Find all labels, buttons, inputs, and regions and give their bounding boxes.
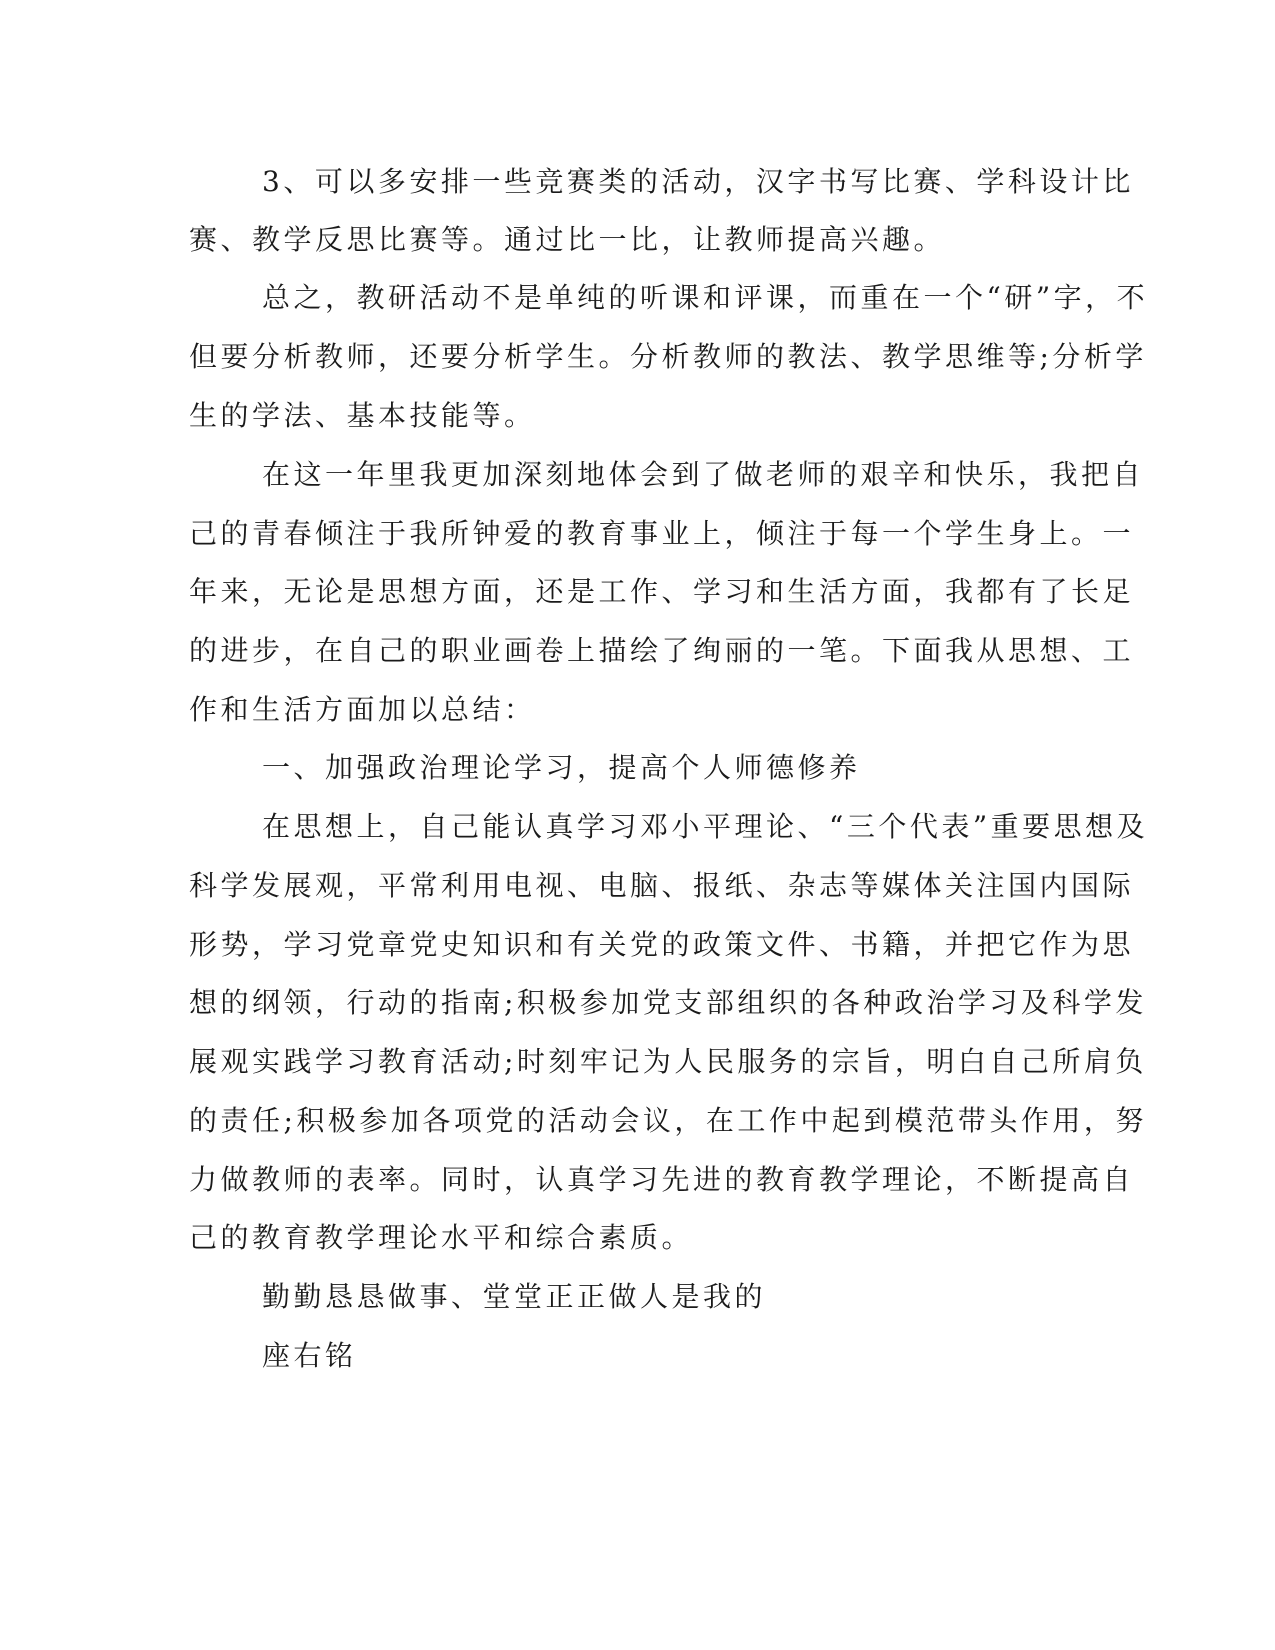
paragraph-line: 但要分析教师，还要分析学生。分析教师的教法、教学思维等;分析学 xyxy=(189,340,1147,373)
paragraph-line: 年来，无论是思想方面，还是工作、学习和生活方面，我都有了长足 xyxy=(189,575,1135,608)
paragraph-line: 3、可以多安排一些竞赛类的活动，汉字书写比赛、学科设计比 xyxy=(262,165,1134,198)
paragraph-line: 科学发展观，平常利用电视、电脑、报纸、杂志等媒体关注国内国际 xyxy=(189,869,1135,902)
section-heading: 一、加强政治理论学习，提高个人师德修养 xyxy=(262,751,861,784)
paragraph-line: 在这一年里我更加深刻地体会到了做老师的艰辛和快乐，我把自 xyxy=(262,458,1145,491)
paragraph-line: 形势，学习党章党史知识和有关党的政策文件、书籍，并把它作为思 xyxy=(189,928,1135,961)
paragraph-line: 己的青春倾注于我所钟爱的教育事业上，倾注于每一个学生身上。一 xyxy=(189,517,1135,550)
paragraph-line: 座右铭 xyxy=(262,1339,357,1372)
paragraph-line: 作和生活方面加以总结： xyxy=(189,693,536,726)
paragraph-line: 生的学法、基本技能等。 xyxy=(189,399,536,432)
paragraph-line: 展观实践学习教育活动;时刻牢记为人民服务的宗旨，明白自己所肩负 xyxy=(189,1045,1147,1078)
paragraph-line: 想的纲领，行动的指南;积极参加党支部组织的各种政治学习及科学发 xyxy=(189,986,1147,1019)
paragraph-line: 赛、教学反思比赛等。通过比一比，让教师提高兴趣。 xyxy=(189,223,946,256)
paragraph-line: 总之，教研活动不是单纯的听课和评课，而重在一个“研”字，不 xyxy=(262,281,1149,314)
paragraph-line: 己的教育教学理论水平和综合素质。 xyxy=(189,1221,694,1254)
paragraph-line: 力做教师的表率。同时，认真学习先进的教育教学理论，不断提高自 xyxy=(189,1163,1135,1196)
paragraph-line: 勤勤恳恳做事、堂堂正正做人是我的 xyxy=(262,1280,767,1313)
paragraph-line: 的进步，在自己的职业画卷上描绘了绚丽的一笔。下面我从思想、工 xyxy=(189,634,1135,667)
paragraph-line: 的责任;积极参加各项党的活动会议，在工作中起到模范带头作用，努 xyxy=(189,1104,1147,1137)
paragraph-line: 在思想上，自己能认真学习邓小平理论、“三个代表”重要思想及 xyxy=(262,810,1149,843)
